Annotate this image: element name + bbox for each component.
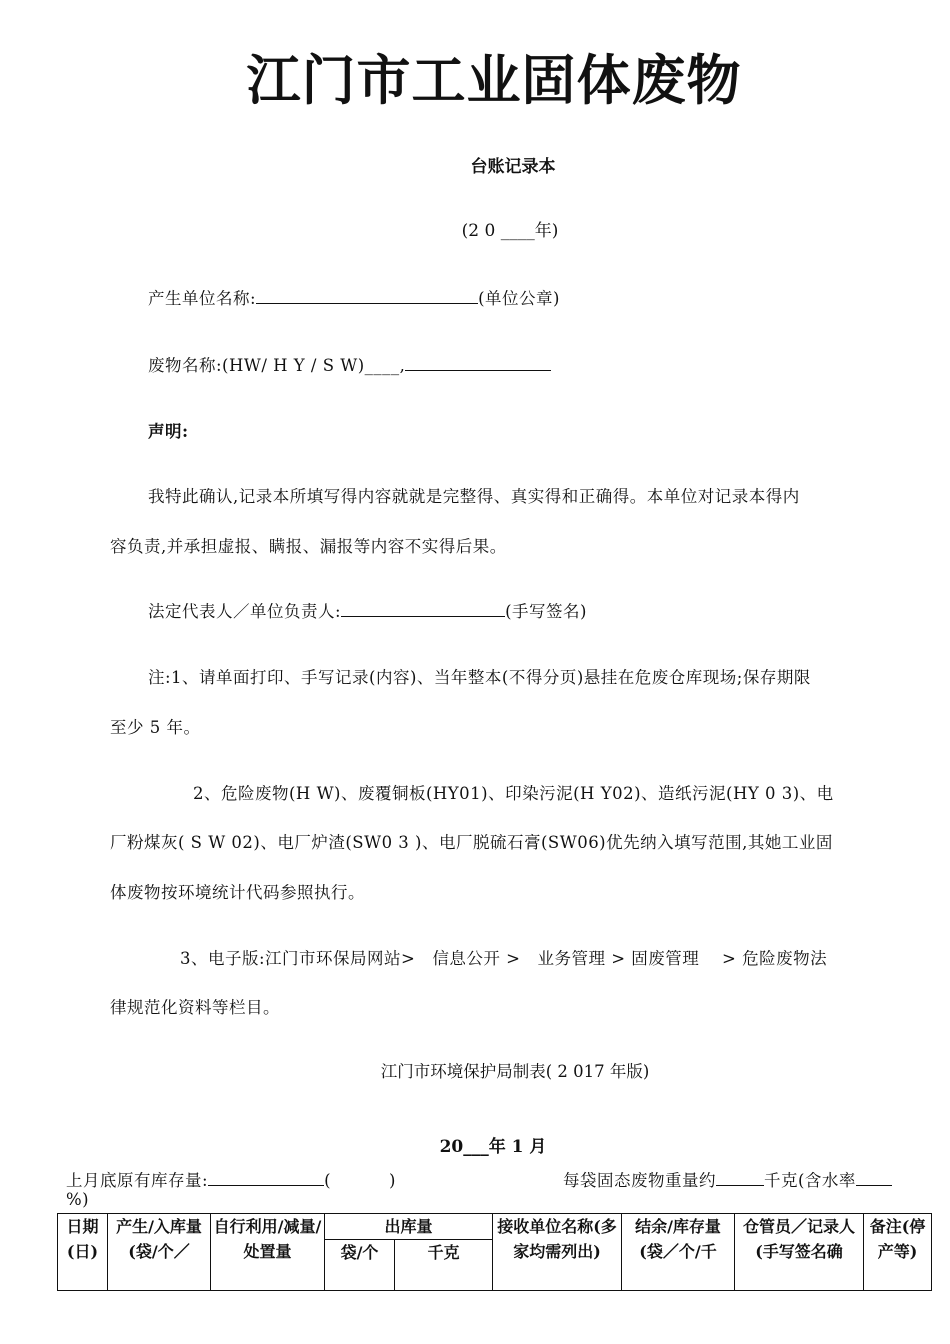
legal-rep-label: 法定代表人／单位负责人: (148, 602, 342, 621)
prev-stock-line: 上月底原有库存量: ( ) (66, 1167, 396, 1191)
col-out-kg: 千克 (395, 1240, 493, 1291)
legal-rep-blank (341, 599, 505, 617)
note-2-line-2: 厂粉煤灰( S W 02)、电厂炉渣(SW0 3 )、电厂脱硫石膏(SW06)优先纳入填写范围,其她工业固 (110, 833, 833, 852)
note-1-line-1: 注:1、请单面打印、手写记录(内容)、当年整本(不得分页)悬挂在危废仓库现场;保存期限 (148, 668, 811, 687)
col-self-use: 自行利用/减量/处置量 (211, 1214, 325, 1291)
month-heading: 20___年 1 月 (439, 1137, 547, 1157)
unit-name-blank (256, 286, 478, 304)
note-3-line-2: 律规范化资料等栏目。 (110, 998, 280, 1017)
bag-weight-blank (716, 1168, 764, 1186)
col-keeper: 仓管员／记录人(手写签名确 (735, 1214, 864, 1291)
percent-suffix: %) (66, 1190, 90, 1209)
col-receiver: 接收单位名称(多家均需列出) (493, 1214, 622, 1291)
ledger-table (57, 1213, 932, 1291)
col-produced: 产生/入库量(袋/个／ (108, 1214, 211, 1291)
note-1-line-2: 至少 5 年。 (110, 718, 201, 737)
prev-stock-blank (208, 1168, 324, 1186)
note-3-line-1: 3、电子版:江门市环保局网站> 信息公开 > 业务管理 > 固废管理 > 危险废物法 (180, 949, 828, 968)
declaration-heading: 声明: (148, 422, 189, 441)
unit-name-line (148, 285, 560, 309)
col-date: 日期(日) (58, 1214, 108, 1291)
unit-seal-label: (单位公章) (478, 289, 560, 308)
bag-weight-label: 每袋固态废物重量约 (563, 1171, 716, 1190)
issuer-line: 江门市环境保护局制表( 2 017 年版) (380, 1062, 650, 1081)
unit-name-label: 产生单位名称: (148, 289, 257, 308)
declaration-line-1: 我特此确认,记录本所填写得内容就就是完整得、真实得和正确得。本单位对记录本得内 (148, 487, 800, 506)
waste-name-label: 废物名称:(HW/ H Y / S W)____, (148, 356, 406, 375)
waste-name-line (148, 352, 551, 376)
col-remarks: 备注(停产等) (864, 1214, 932, 1291)
col-balance: 结余/库存量(袋／个/千 (622, 1214, 735, 1291)
signature-label: (手写签名) (505, 602, 587, 621)
note-2-line-1: 2、危险废物(H W)、废覆铜板(HY01)、印染污泥(H Y02)、造纸污泥(HY 0 3)、电 (193, 784, 834, 803)
waste-name-blank (405, 353, 551, 371)
prev-stock-label: 上月底原有库存量: (66, 1171, 209, 1190)
page-title: 江门市工业固体废物 (246, 48, 742, 112)
subtitle: 台账记录本 (470, 157, 556, 177)
col-out-bags: 袋/个 (325, 1240, 395, 1291)
note-2-line-3: 体废物按环境统计代码参照执行。 (110, 883, 365, 902)
moisture-blank (856, 1168, 892, 1186)
declaration-line-2: 容负责,并承担虚报、瞒报、漏报等内容不实得后果。 (110, 537, 507, 556)
col-outbound: 出库量 (325, 1214, 493, 1240)
year-line: (2 0 ____年) (461, 221, 559, 241)
legal-rep-line (148, 598, 587, 622)
bag-weight-line: 每袋固态废物重量约 千克(含水率 (563, 1167, 892, 1191)
